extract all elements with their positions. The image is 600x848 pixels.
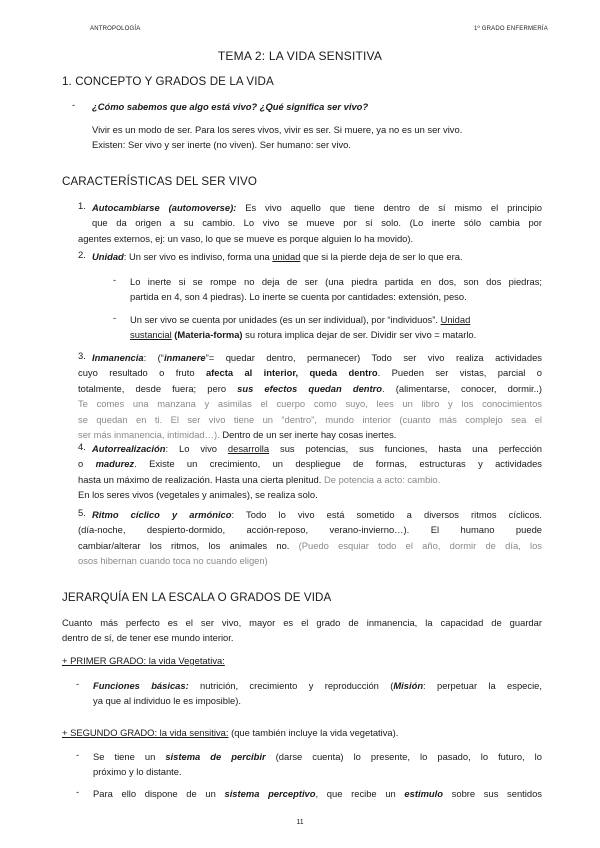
- question: ¿Cómo sabemos que algo está vivo? ¿Qué significa ser vivo?: [92, 101, 369, 112]
- list-number: 3.: [78, 350, 86, 361]
- dash-bullet: -: [76, 786, 80, 797]
- section-heading-characteristics: CARACTERÍSTICAS DEL SER VIVO: [62, 175, 257, 188]
- header-course: 1º GRADO ENFERMERÍA: [473, 26, 548, 32]
- dash-bullet: -: [76, 749, 80, 760]
- list-number: 1.: [78, 200, 86, 211]
- dash-bullet: -: [76, 678, 80, 689]
- grade2-perceptivo: Para ello dispone de un sistema perceptivo, que recibe un estímulo sobre sus sentidos: [93, 788, 542, 799]
- grade1-label: + PRIMER GRADO: la vida Vegetativa:: [62, 655, 225, 666]
- page-number: 11: [296, 819, 304, 826]
- list-item-autocambiarse-cont: agentes externos, ej: un vaso, lo que se mueve es porque alguien lo ha movido).: [78, 233, 414, 244]
- list-item-autorrealizacion: Autorrealización: Lo vivo desarrolla sus potencias, sus funciones, hasta una perfección: [92, 443, 542, 454]
- grade2-percibir: Se tiene un sistema de percibir (darse cuenta) lo presente, lo pasado, lo futuro, lo próximo y lo distante.: [93, 751, 542, 778]
- dash-bullet: -: [113, 274, 117, 285]
- list-number: 2.: [78, 249, 86, 260]
- section-heading-concept: 1. CONCEPTO Y GRADOS DE LA VIDA: [62, 75, 274, 88]
- section-heading-hierarchy: JERARQUÍA EN LA ESCALA O GRADOS DE VIDA: [62, 591, 332, 604]
- intro-paragraph: Vivir es un modo de ser. Para los seres vivos, vivir es ser. Si muere, ya no es un ser vivo. Existen: Ser vivo y ser inerte (no viven). Ser humano: ser vivo.: [92, 124, 463, 151]
- list-item-unidad: Unidad: Un ser vivo es indiviso, forma una unidad que si la pierde deja de ser lo que era.: [92, 251, 463, 262]
- list-item-autocambiarse: Autocambiarse (automoverse): Es vivo aquello que tiene dentro de sí mismo el principio que da origen a su cambio. Lo vivo se mueve por sí solo. (Lo inerte sólo cambia por: [92, 202, 542, 229]
- list-item-inmanencia: Inmanencia: (“inmanere”= quedar dentro, permanecer) Todo ser vivo realiza actividades: [92, 352, 542, 363]
- list-item-autorrealizacion-cont: o madurez. Existe un crecimiento, un despliegue de formas, estructuras y actividades hasta un máximo de realización. Hasta una cierta plenitud. De potencia a acto: cambio. En los seres vivos (vegetales y animales), se realiza solo.: [78, 458, 542, 501]
- sub-item-vivo-unidades: Un ser vivo se cuenta por unidades (es un ser individual), por “individuos”. Unidad sustancial (Materia-forma) su rotura implica dejar de ser. Dividir ser vivo = matarlo.: [130, 314, 477, 341]
- dash-bullet: -: [113, 312, 117, 323]
- list-item-ritmo: Ritmo cíclico y armónico: Todo lo vivo está sometido a diversos ritmos cíclicos.: [92, 509, 542, 520]
- list-item-ritmo-cont: (día-noche, despierto-dormido, acción-reposo, verano-invierno…). El humano puede cambiar/alterar los ritmos, los animales no. (Puedo esquiar todo el año, dormir de día, los osos hibernan cuando toca no cuando eligen): [78, 524, 542, 567]
- list-number: 4.: [78, 441, 86, 452]
- grade2-label: + SEGUNDO GRADO: la vida sensitiva: (que también incluye la vida vegetativa).: [62, 727, 399, 738]
- header-subject: ANTROPOLOGÍA: [90, 26, 141, 32]
- sub-item-inerte: Lo inerte si se rompe no deja de ser (una piedra partida en dos, son dos piedras; partida en 4, son 4 piedras). Lo inerte se cuenta por cantidades: extensión, peso.: [130, 276, 542, 303]
- grade1-functions: Funciones básicas: nutrición, crecimiento y reproducción (Misión: perpetuar la especie, ya que al individuo le es imposible).: [93, 680, 542, 707]
- page-title: TEMA 2: LA VIDA SENSITIVA: [217, 49, 383, 63]
- dash-bullet: -: [72, 99, 76, 110]
- hierarchy-intro: Cuanto más perfecto es el ser vivo, mayor es el grado de inmanencia, la capacidad de guardar dentro de sí, de tener ese mundo interior.: [62, 617, 542, 644]
- list-item-inmanencia-cont: cuyo resultado o fruto afecta al interior, queda dentro. Pueden ser vistas, parcial o totalmente, desde fuera; pero sus efectos quedan dentro. (alimentarse, conocer, dormir..) Te comes una manzana y asimilas el cuerpo como suyo, lees un libro y los conocimientos se quedan en ti. El ser vivo tiene un “dentro”, mundo interior (cuanto más complejo sea el ser más inmanencia, intimidad…). Dentro de un ser inerte hay cosas inertes.: [78, 367, 542, 441]
- list-number: 5.: [78, 507, 86, 518]
